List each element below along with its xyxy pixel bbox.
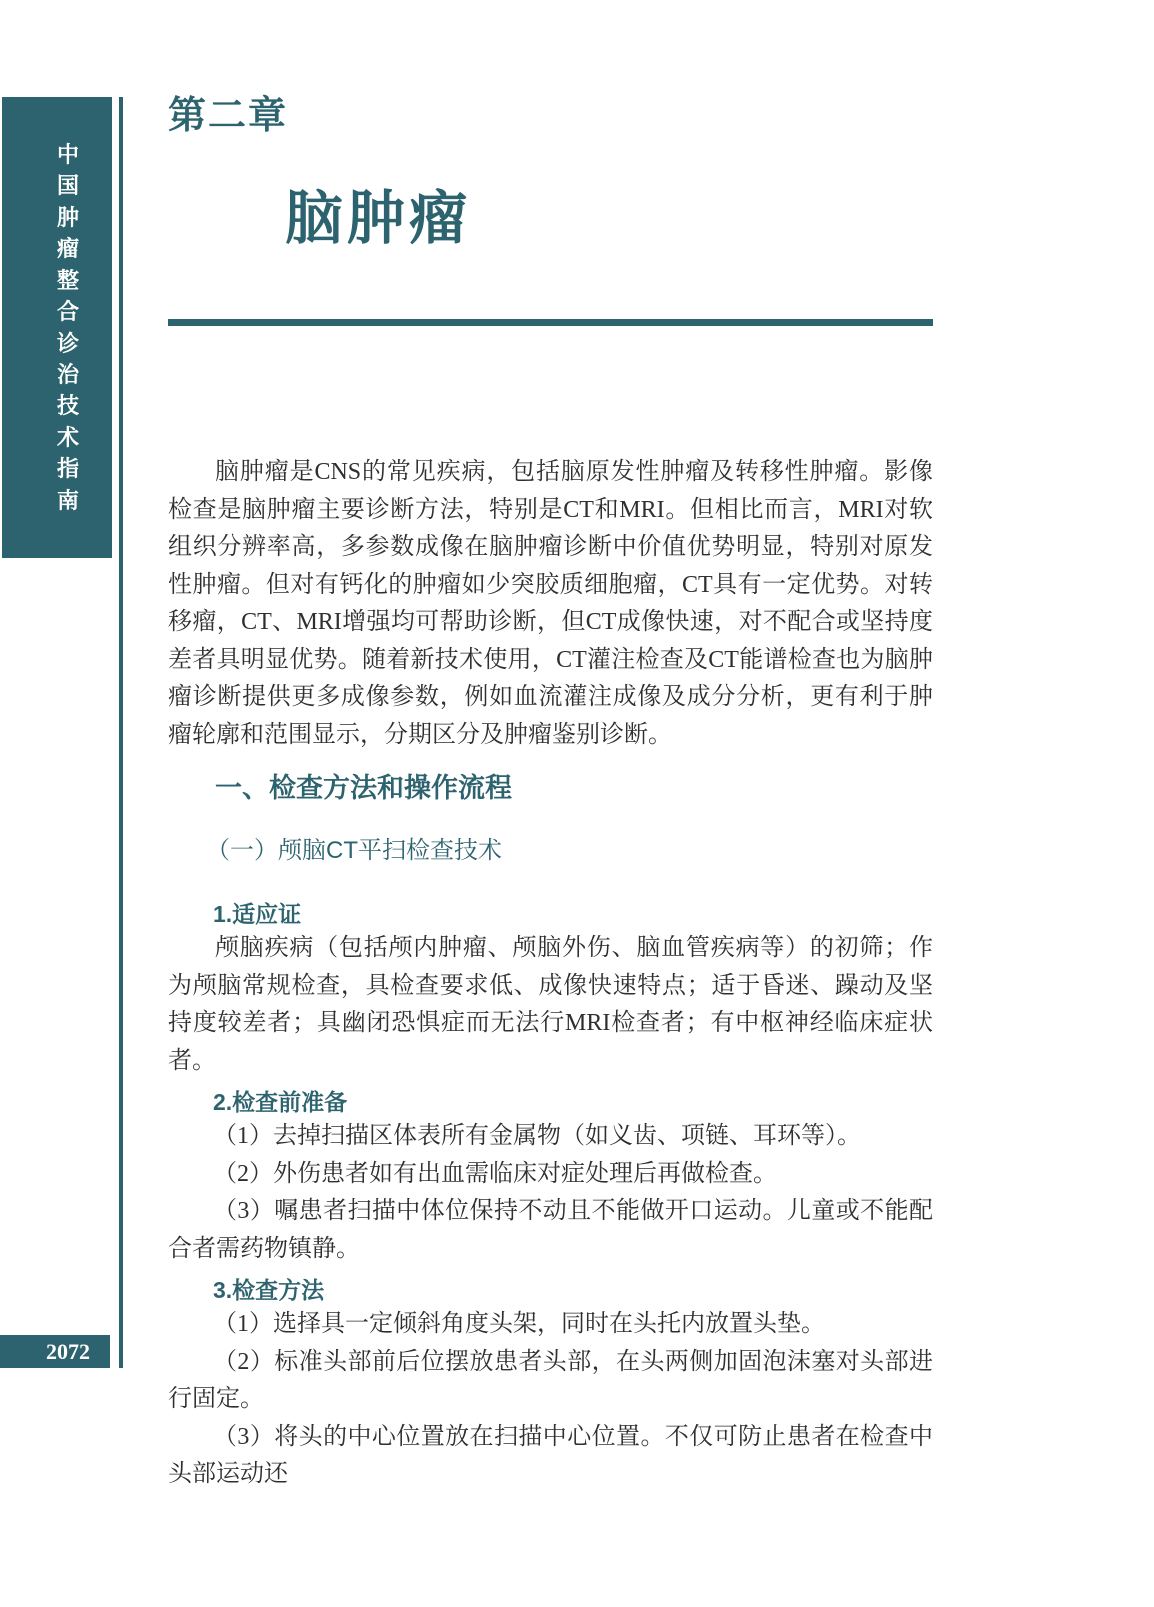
series-title-char: 指 [56, 456, 79, 482]
preparation-item: （1）去掉扫描区体表所有金属物（如义齿、项链、耳环等）。 [213, 1123, 861, 1149]
preparation-item: （3）嘱患者扫描中体位保持不动且不能做开口运动。儿童或不能配合者需药物镇静。 [168, 1198, 933, 1262]
title-rule [168, 319, 933, 326]
vertical-divider [119, 97, 123, 1368]
series-title-char: 南 [56, 487, 79, 513]
series-title-char: 术 [56, 424, 79, 450]
subsection-heading: （一）颅脑CT平扫检查技术 [206, 837, 502, 864]
chapter-label: 第二章 [168, 95, 289, 137]
preparation-heading: 2.检查前准备 [213, 1089, 348, 1115]
method-heading: 3.检查方法 [213, 1277, 325, 1303]
series-title-char: 国 [56, 173, 79, 199]
series-title-char: 诊 [56, 330, 79, 356]
main-content [168, 0, 933, 1494]
indication-heading: 1.适应证 [213, 901, 302, 927]
series-title-char: 技 [56, 393, 79, 419]
series-title-char: 中 [56, 142, 79, 168]
method-item: （2）标准头部前后位摆放患者头部，在头两侧加固泡沫塞对头部进行固定。 [168, 1348, 933, 1412]
indication-paragraph: 颅脑疾病（包括颅内肿瘤、颅脑外伤、脑血管疾病等）的初筛；作为颅脑常规检查，具检查要求低、成像快速特点；适于昏迷、躁动及坚持度较差者；具幽闭恐惧症而无法行MRI检查者；有中枢神经临床症状者。 [168, 935, 933, 1074]
section-heading: 一、检查方法和操作流程 [215, 773, 512, 803]
series-title-char: 整 [56, 267, 79, 293]
preparation-item: （2）外伤患者如有出血需临床对症处理后再做检查。 [213, 1160, 777, 1187]
series-title-banner [2, 97, 112, 558]
series-title-char: 瘤 [56, 236, 79, 262]
series-title-char: 合 [56, 299, 79, 325]
method-item: （3）将头的中心位置放在扫描中心位置。不仅可防止患者在检查中头部运动还 [168, 1423, 933, 1487]
method-item: （1）选择具一定倾斜角度头架，同时在头托内放置头垫。 [213, 1311, 825, 1337]
series-title-char: 治 [56, 361, 79, 387]
page-number-strip [0, 1335, 110, 1368]
chapter-title: 脑肿瘤 [285, 186, 472, 251]
intro-paragraph: 脑肿瘤是CNS的常见疾病，包括脑原发性肿瘤及转移性肿瘤。影像检查是脑肿瘤主要诊断方法，特别是CT和MRI。但相比而言，MRI对软组织分辨率高，多参数成像在脑肿瘤诊断中价值优势明显，特别对原发性肿瘤。但对有钙化的肿瘤如少突胶质细胞瘤，CT具有一定优势。对转移瘤，CT、MRI增强均可帮助诊断，但CT成像快速，对不配合或坚持度差者具明显优势。随着新技术使用，CT灌注检查及CT能谱检查也为脑肿瘤诊断提供更多成像参数，例如血流灌注成像及成分分析，更有利于肿瘤轮廓和范围显示，分期区分及肿瘤鉴别诊断。 [168, 459, 933, 748]
page-number: 2072 [46, 1338, 90, 1364]
series-title-char: 肿 [56, 204, 79, 230]
